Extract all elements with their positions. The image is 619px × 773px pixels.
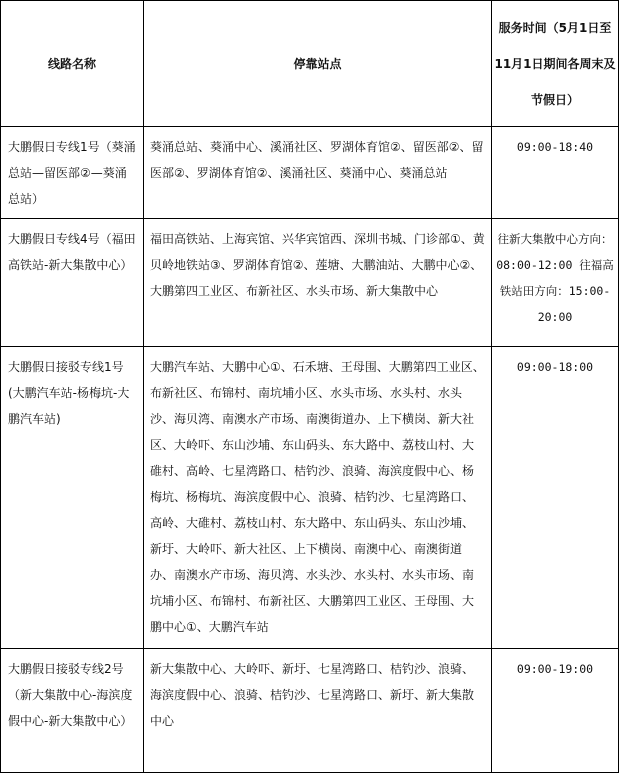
route-name: 大鹏假日专线1号（葵涌总站—留医部②—葵涌总站） [8,140,136,206]
route-stops: 新大集散中心、大岭吓、新圩、七星湾路口、桔钓沙、浪骑、海滨度假中心、浪骑、桔钓沙、七星湾路口、新圩、新大集散中心 [150,662,475,728]
header-service-time-text: 服务时间（5月1日至11月1日期间各周末及节假日） [494,20,616,107]
service-time: 09:00-18:40 [516,140,594,154]
route-stops: 大鹏汽车站、大鹏中心①、石禾塘、王母围、大鹏第四工业区、布新社区、布锦村、南坑埔小区、水头市场、水头村、水头沙、海贝湾、南澳水产市场、南澳街道办、上下横岗、新大社区、大岭吓、东山沙埔、东山码头、东大路中、荔枝山村、大碓村、高岭、七星湾路口、桔钓沙、浪骑、海滨度假中心、杨梅坑、杨梅坑、海滨度假中心、浪骑、桔钓沙、七星湾路口、高岭、大碓村、荔枝山村、东大路中、东山码头、东山沙埔、新圩、大岭吓、新大社区、上下横岗、南澳中心、南澳街道办、南澳水产市场、海贝湾、水头沙、水头村、水头市场、南坑埔小区、布锦村、布新社区、大鹏第四工业区、王母围、大鹏中心①、大鹏汽车站 [150,360,485,634]
header-stops [144,1,492,127]
stops-cell [144,347,492,649]
route-name: 大鹏假日接驳专线1号(大鹏汽车站-杨梅坑-大鹏汽车站) [8,360,130,426]
service-time-cell [492,347,619,649]
service-time-cell [492,649,619,773]
service-time: 往新大集散中心方向：08:00-12:00 往福高铁站田方向：15:00-20:00 [496,232,614,324]
route-name-cell [1,347,144,649]
header-route-name-text: 线路名称 [47,57,96,71]
route-name-cell [1,127,144,219]
stops-cell [144,649,492,773]
table-row [1,347,619,649]
stops-cell [144,219,492,347]
header-service-time [492,1,619,127]
stops-cell [144,127,492,219]
route-name-cell [1,649,144,773]
route-stops: 葵涌总站、葵涌中心、溪涌社区、罗湖体育馆②、留医部②、留医部②、罗湖体育馆②、溪涌社区、葵涌中心、葵涌总站 [150,140,484,180]
route-name-cell [1,219,144,347]
route-stops: 福田高铁站、上海宾馆、兴华宾馆西、深圳书城、门诊部①、黄贝岭地铁站③、罗湖体育馆②、莲塘、大鹏油站、大鹏中心②、大鹏第四工业区、布新社区、水头市场、新大集散中心 [150,232,485,298]
route-name: 大鹏假日接驳专线2号（新大集散中心-海滨度假中心-新大集散中心） [8,662,133,728]
table-row [1,649,619,773]
service-time: 09:00-19:00 [516,662,594,676]
table-row [1,219,619,347]
table-row [1,127,619,219]
header-stops-text: 停靠站点 [293,57,342,71]
service-time-cell [492,219,619,347]
service-time-cell [492,127,619,219]
service-time: 09:00-18:00 [516,360,594,374]
header-route-name [1,1,144,127]
route-name: 大鹏假日专线4号（福田高铁站-新大集散中心） [8,232,136,272]
table-header-row [1,1,619,127]
